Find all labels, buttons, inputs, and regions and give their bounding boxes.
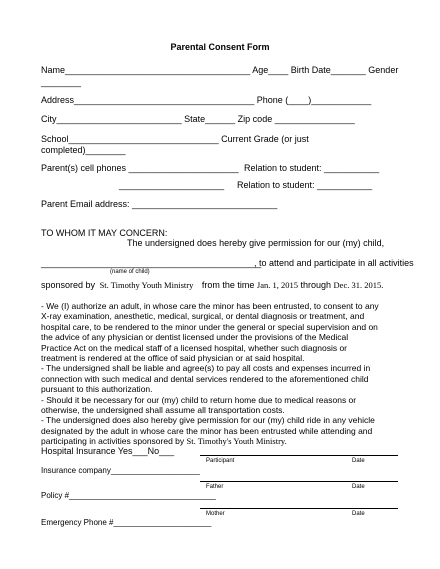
body-line: X-ray examination, anesthetic, medical, surgical, or dental diagnosis or treatment, and <box>41 311 365 322</box>
hospital-insurance-line: Hospital Insurance Yes___No___ <box>41 446 175 456</box>
relation-line-2: Relation to student: ___________ <box>237 180 373 190</box>
completed-line: completed)________ <box>41 145 126 155</box>
sponsored-line <box>41 280 383 291</box>
page-title: Parental Consent Form <box>170 42 270 52</box>
child-name-blank: ____________________________________________ <box>41 258 262 268</box>
concern-heading: TO WHOM IT MAY CONCERN: <box>41 228 168 238</box>
mother-signature-line <box>200 508 398 509</box>
body-line: Practice Act on the medical staff of a licensed hospital, whether such diagnosis or <box>41 342 348 353</box>
attend-text: , to attend and participate in all activities <box>254 258 414 268</box>
end-date: Dec. 31. 2015. <box>333 280 384 290</box>
school-line: School______________________________ Current Grade (or just <box>41 134 309 144</box>
from-time: from the time <box>201 280 255 290</box>
body-line: otherwise, the undersigned shall assume all transportation costs. <box>41 405 285 416</box>
insurance-company-line: Insurance company____________________ <box>41 466 200 475</box>
mother-date-label: Date <box>352 511 365 517</box>
father-label: Father <box>206 484 224 490</box>
body-line: hospital care, to be rendered to the minor under the general or special supervision and on <box>41 321 378 332</box>
name-line: Name_____________________________________ Age____ Birth Date_______ Gender <box>41 65 399 75</box>
father-signature-line <box>200 481 398 482</box>
body-line: connection with such medical and dental services rendered to the aforementioned child <box>41 373 369 384</box>
parent-phones-line: Parent(s) cell phones ______________________ <box>41 163 239 173</box>
city-line: City_________________________ State______ Zip code ________________ <box>41 114 355 124</box>
father-date-label: Date <box>352 484 365 490</box>
start-date: Jan. 1, 2015 <box>256 280 298 290</box>
second-phone-blank: _____________________ <box>119 180 225 190</box>
authorization-body <box>41 301 401 447</box>
last-line-sponsor: St. Timothy's Youth Ministry. <box>186 436 287 447</box>
body-line: the advice of any physician or dentist licensed under the provisions of the Medical <box>41 332 349 343</box>
relation-line-1: Relation to student: ___________ <box>244 163 380 173</box>
email-line: Parent Email address: _____________________________ <box>41 199 278 209</box>
participant-signature-line <box>200 455 398 456</box>
body-line: treatment is rendered at the office of said physician or at said hospital. <box>41 353 305 364</box>
body-line: pursuant to this authorization. <box>41 384 153 395</box>
participant-date-label: Date <box>352 458 365 464</box>
ministry-name: St. Timothy Youth Ministry <box>99 280 194 290</box>
through-text: through <box>300 280 332 290</box>
policy-line: Policy #_________________________________ <box>41 491 216 500</box>
gender-blank: ________ <box>41 77 82 87</box>
last-line-prefix: participating in activities sponsored by <box>41 436 185 447</box>
name-of-child-caption: (name of child) <box>110 269 150 275</box>
body-line: - The undersigned does also hereby give permission for our (my) child ride in any vehicle <box>41 415 375 426</box>
mother-label: Mother <box>206 511 225 517</box>
body-line: - We (I) authorize an adult, in whose care the minor has been entrusted, to consent to any <box>41 301 379 311</box>
body-line: - The undersigned shall be liable and agree(s) to pay all costs and expenses incurred in <box>41 363 371 374</box>
permission-line: The undersigned does hereby give permission for our (my) child, <box>127 238 385 248</box>
address-line: Address____________________________________ Phone (____)____________ <box>41 95 372 105</box>
emergency-phone-line: Emergency Phone #______________________ <box>41 518 212 527</box>
body-line: designated by the adult in whose care the minor has been entrusted while attending and <box>41 425 373 436</box>
sponsored-prefix: sponsored by <box>41 280 96 290</box>
body-line: - Should it be necessary for our (my) child to return home due to medical reasons or <box>41 394 357 405</box>
participant-label: Participant <box>206 458 235 464</box>
